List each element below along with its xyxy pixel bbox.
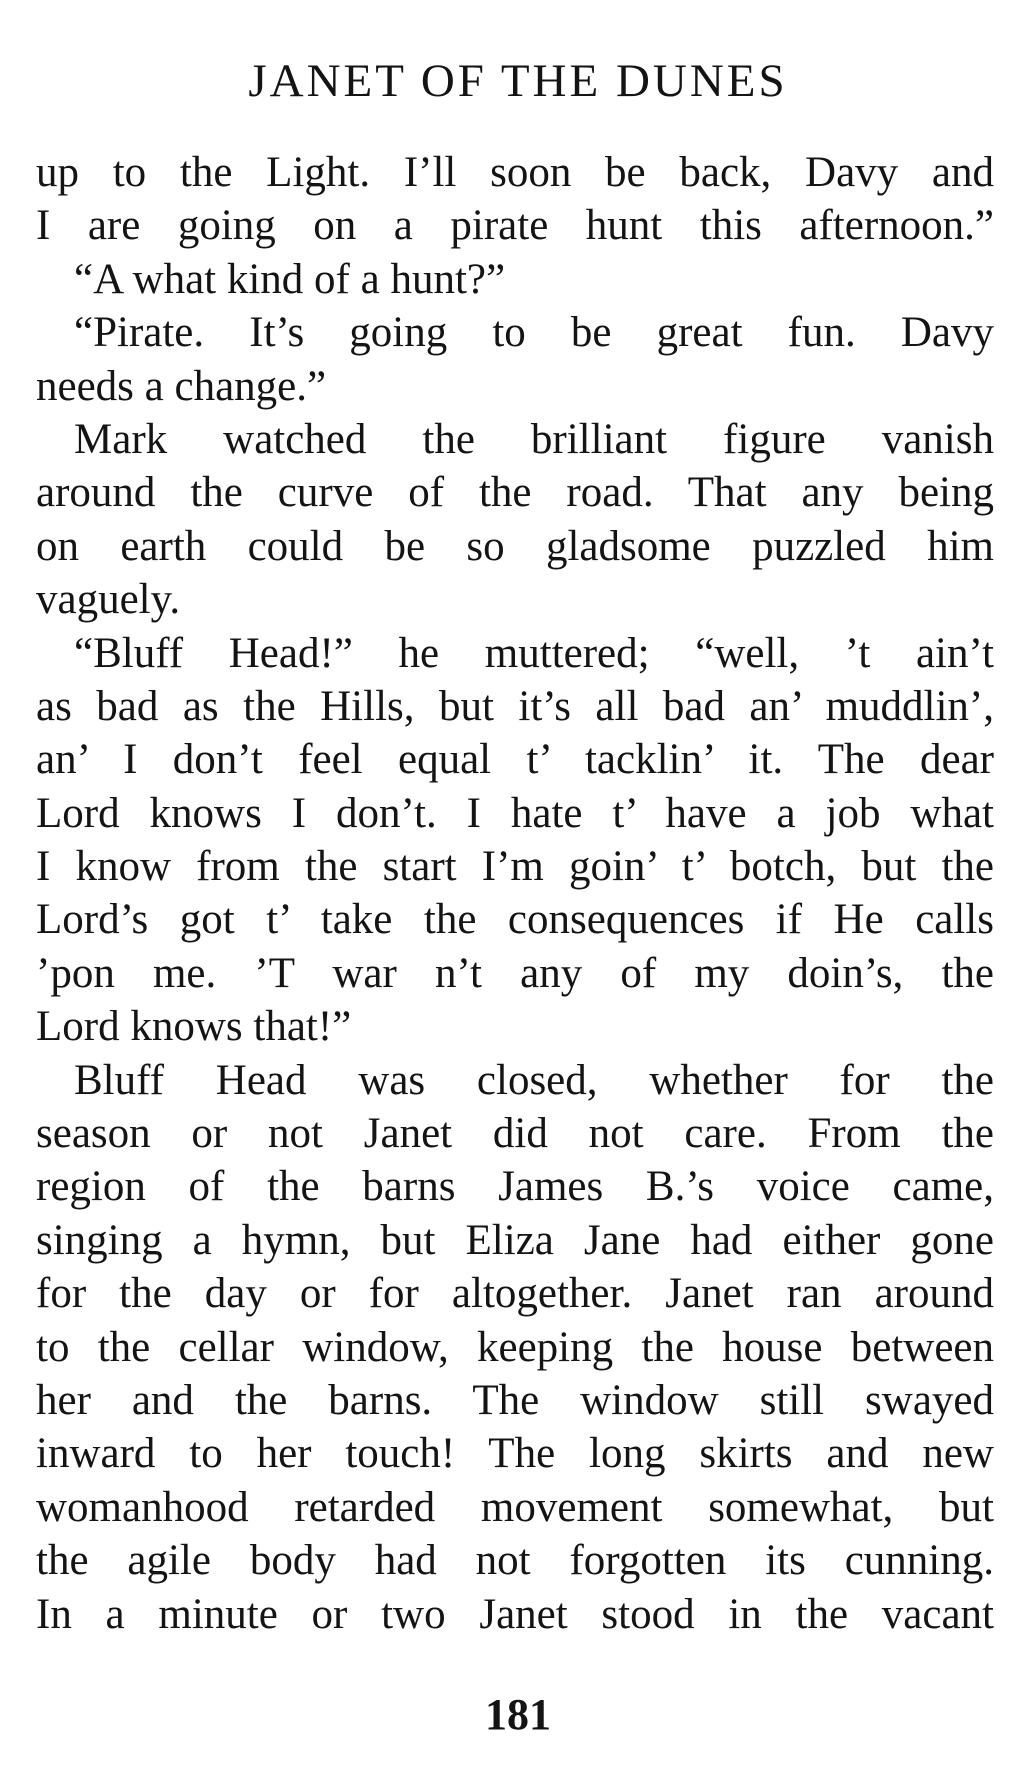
text-line: as bad as the Hills, but it’s all bad an’ muddlin’,: [36, 682, 994, 730]
page-number: 181: [485, 1690, 551, 1739]
text-line: an’ I don’t feel equal t’ tacklin’ it. The dear: [36, 736, 994, 784]
text-line: Lord knows that!”: [36, 1003, 352, 1051]
text-line: Lord’s got t’ take the consequences if He calls: [36, 896, 994, 944]
text-line: around the curve of the road. That any being: [36, 469, 994, 517]
text-line: “Pirate. It’s going to be great fun. Davy: [74, 309, 994, 357]
text-line: Mark watched the brilliant figure vanish: [74, 415, 994, 463]
text-line: season or not Janet did not care. From the: [36, 1110, 994, 1158]
text-line: In a minute or two Janet stood in the vacant: [36, 1590, 994, 1638]
text-line: needs a change.”: [36, 362, 327, 410]
text-line: I know from the start I’m goin’ t’ botch, but the: [36, 843, 994, 891]
text-line: “A what kind of a hunt?”: [74, 255, 506, 303]
text-line: on earth could be so gladsome puzzled him: [36, 522, 994, 570]
text-line: I are going on a pirate hunt this afternoon.”: [36, 202, 994, 250]
text-line: Lord knows I don’t. I hate t’ have a job what: [36, 789, 994, 837]
running-head: JANET OF THE DUNES: [248, 55, 788, 107]
text-line: vaguely.: [36, 576, 181, 624]
text-line: region of the barns James B.’s voice came,: [36, 1163, 994, 1211]
text-line: womanhood retarded movement somewhat, but: [36, 1483, 994, 1531]
text-line: up to the Light. I’ll soon be back, Davy and: [36, 149, 994, 196]
text-line: to the cellar window, keeping the house between: [36, 1323, 994, 1371]
text-line: Bluff Head was closed, whether for the: [74, 1056, 994, 1104]
body-text: [36, 146, 994, 1641]
text-line: the agile body had not forgotten its cunning.: [36, 1537, 994, 1585]
text-line: for the day or for altogether. Janet ran around: [36, 1270, 994, 1318]
text-line: “Bluff Head!” he muttered; “well, ’t ain’t: [74, 629, 994, 677]
text-line: singing a hymn, but Eliza Jane had either gone: [36, 1216, 994, 1264]
text-line: inward to her touch! The long skirts and new: [36, 1430, 994, 1478]
text-line: ’pon me. ’T war n’t any of my doin’s, the: [36, 949, 994, 997]
text-line: her and the barns. The window still swayed: [36, 1376, 994, 1424]
